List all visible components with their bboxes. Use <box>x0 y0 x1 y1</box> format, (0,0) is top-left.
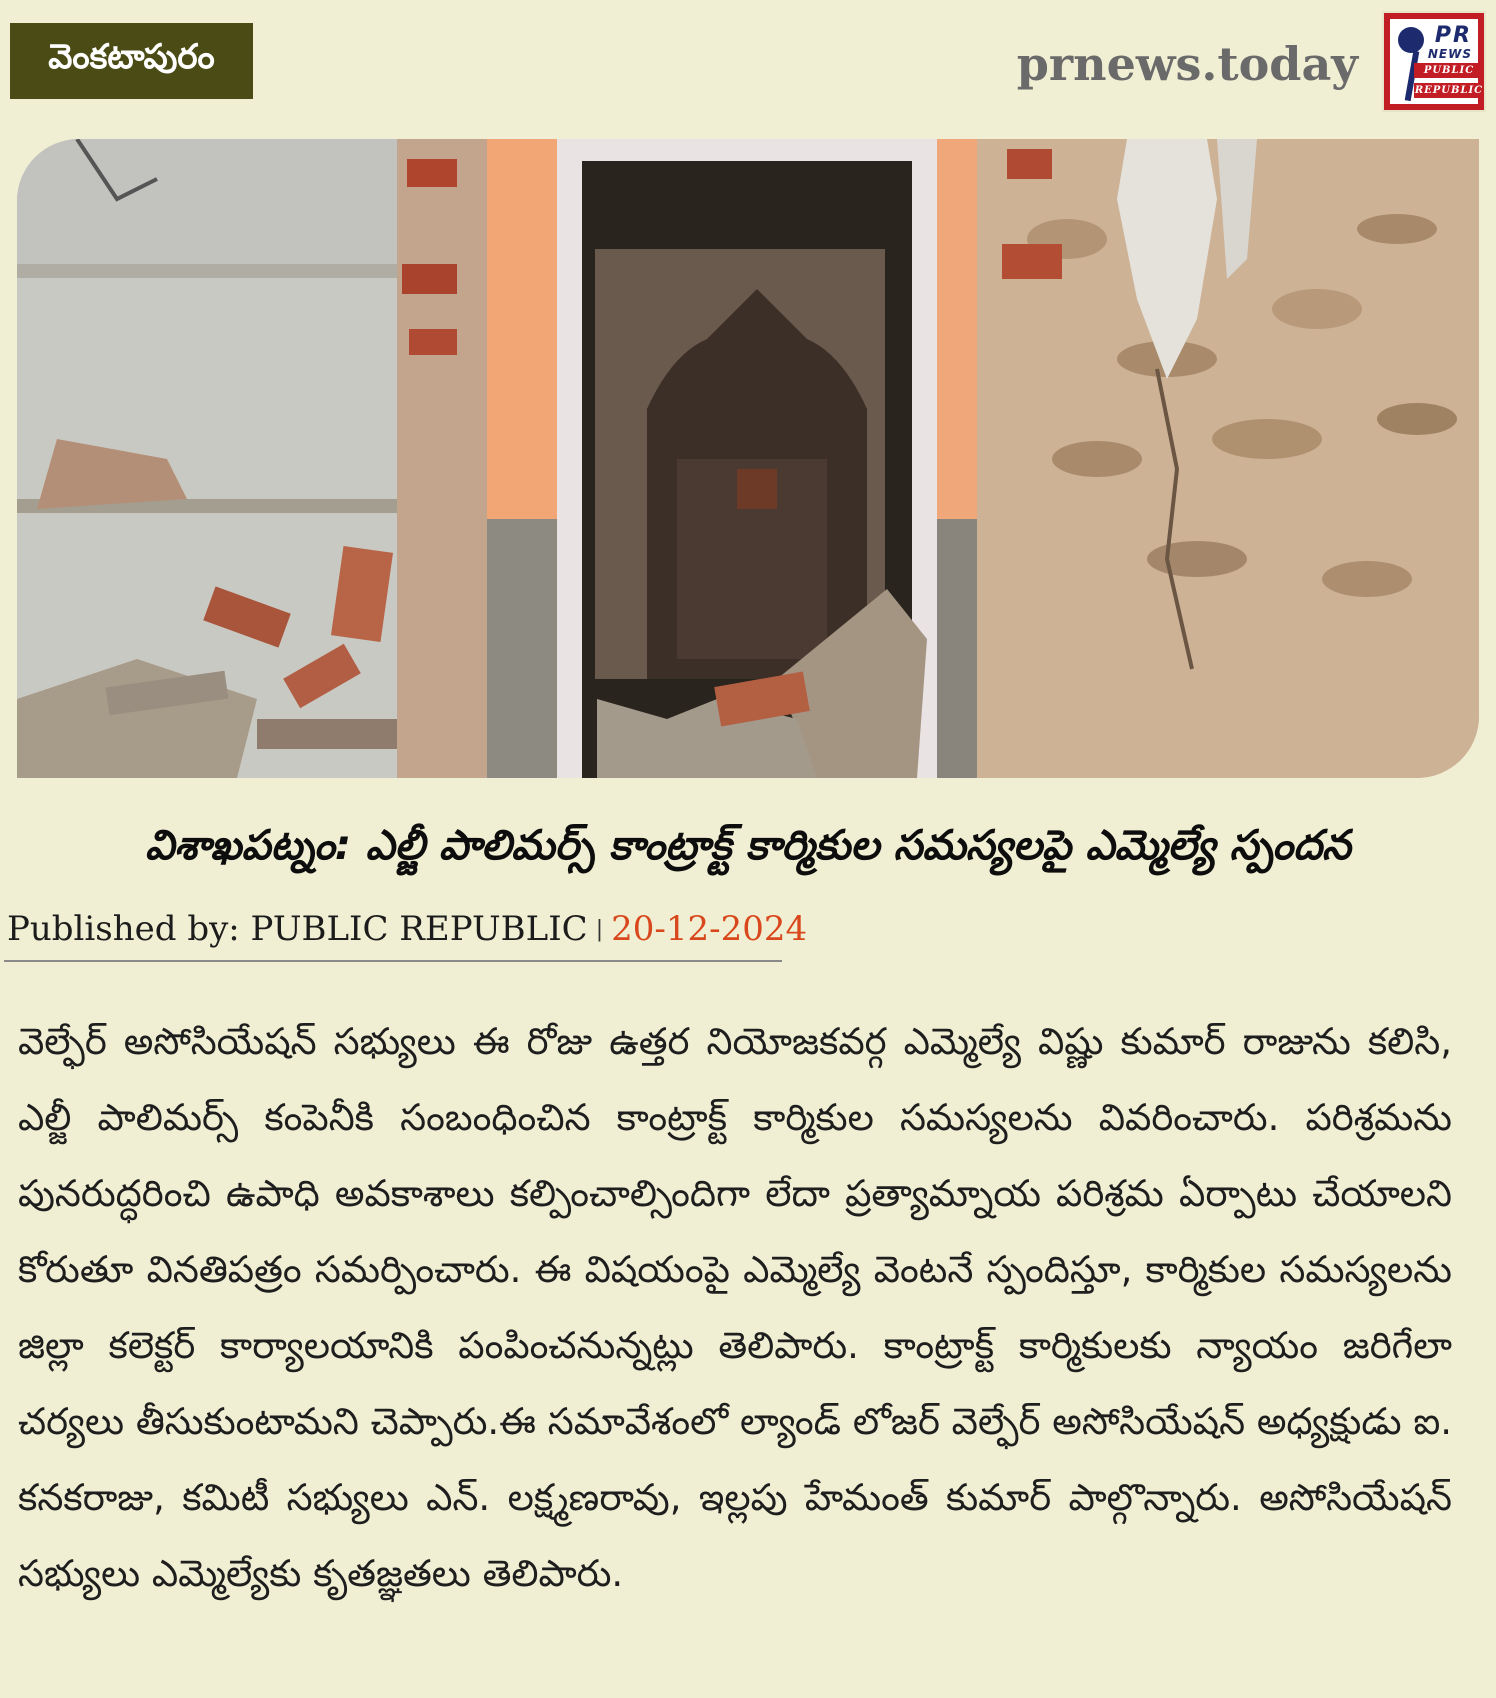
site-name[interactable]: prnews.today <box>1016 37 1358 91</box>
article-headline: విశాఖపట్నం: ఎల్జీ పాలిమర్స్ కాంట్రాక్ట్ కార్మికుల సమస్యలపై ఎమ్మెల్యే స్పందన <box>145 821 1351 869</box>
pr-news-logo[interactable] <box>1382 11 1486 112</box>
logo-band-public: PUBLIC <box>1414 63 1484 78</box>
publish-date: 20-12-2024 <box>611 909 808 949</box>
damaged-building-illustration <box>17 139 1479 778</box>
byline-divider <box>4 960 782 962</box>
location-tag[interactable]: వెంకటాపురం <box>10 23 253 99</box>
logo-text-news: NEWS <box>1427 47 1472 61</box>
published-by: Published by: PUBLIC REPUBLIC <box>7 909 588 949</box>
logo-band-republic: REPUBLIC <box>1414 85 1484 96</box>
logo-text-pr: PR <box>1434 23 1472 48</box>
article-photo <box>17 139 1479 778</box>
byline-separator: | <box>595 916 604 942</box>
article-body: వెల్ఫేర్ అసోసియేషన్ సభ్యులు ఈ రోజు ఉత్తర నియోజకవర్గ ఎమ్మెల్యే విష్ణు కుమార్ రాజును కలిసి, ఎల్జీ పాలిమర్స్ కంపెనీకి సంబంధించిన కాంట్రాక్ట్ కార్మికుల సమస్యలను వివరించారు. పరిశ్రమను పునరుద్ధరించి ఉపాధి అవకాశాలు కల్పించాల్సిందిగా లేదా ప్రత్యామ్నాయ పరిశ్రమ ఏర్పాటు చేయాలని కోరుతూ వినతిపత్రం సమర్పించారు. ఈ విషయంపై ఎమ్మెల్యే వెంటనే స్పందిస్తూ, కార్మికుల సమస్యలను జిల్లా కలెక్టర్ కార్యాలయానికి పంపించనున్నట్లు తెలిపారు. కాంట్రాక్ట్ కార్మికులకు న్యాయం జరిగేలా చర్యలు తీసుకుంటామని చెప్పారు.ఈ సమావేశంలో ల్యాండ్ లోజర్ వెల్ఫేర్ అసోసియేషన్ అధ్యక్షుడు ఐ. కనకరాజు, కమిటీ సభ్యులు ఎన్. లక్ష్మణరావు, ఇల్లపు హేమంత్ కుమార్ పాల్గొన్నారు. అసోసియేషన్ సభ్యులు ఎమ్మెల్యేకు కృతజ్ఞతలు తెలిపారు. <box>18 1020 1452 1595</box>
byline <box>7 900 808 958</box>
microphone-icon <box>1398 27 1424 53</box>
